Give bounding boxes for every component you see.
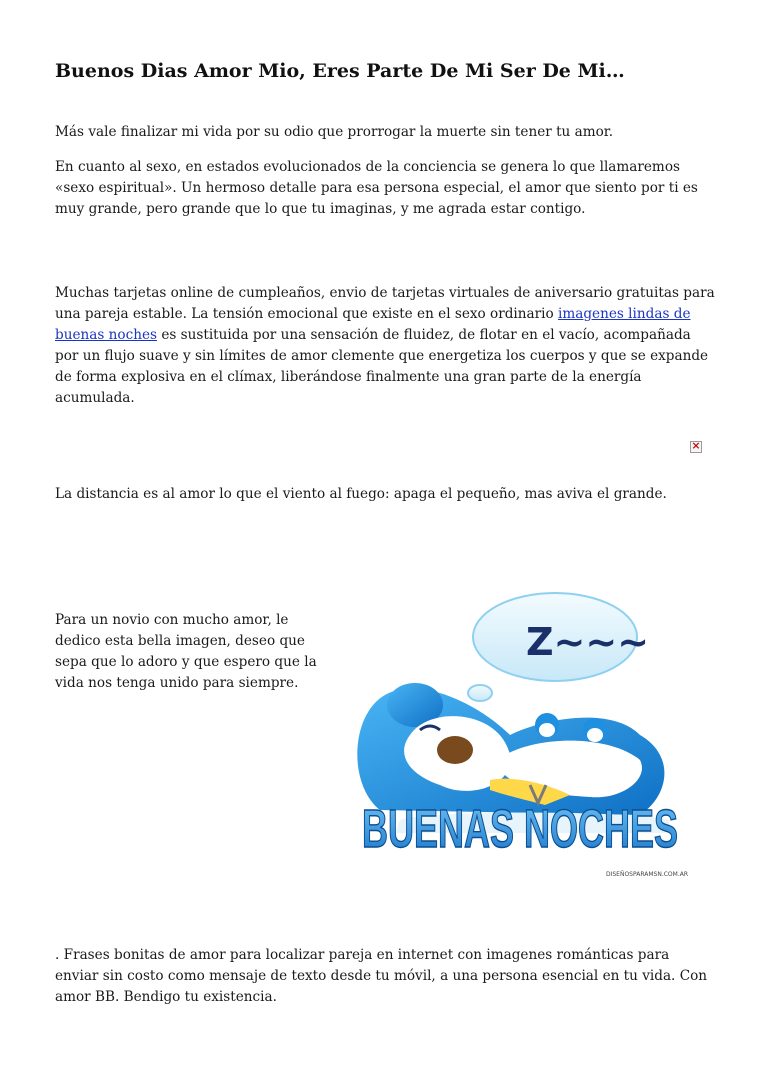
buenas-noches-link[interactable]: imagenes lindas de buenas noches [55, 306, 691, 343]
paragraph-5: Para un novio con mucho amor, le dedico esta bella imagen, deseo que sepa que lo adoro y que espero que la vida nos tenga unido para siempre. [55, 612, 317, 691]
image-credit: DISEÑOSPARAMSN.COM.AR [605, 871, 688, 878]
bubble-text: Z~~~ [526, 620, 650, 664]
paragraph-3 [55, 283, 715, 409]
paragraph-1: Más vale finalizar mi vida por su odio que prorrogar la muerte sin tener tu amor. [55, 124, 614, 140]
buenas-noches-image [340, 585, 700, 885]
paragraph-2: En cuanto al sexo, en estados evolucionados de la conciencia se genera lo que llamaremos «sexo espiritual». Un hermoso detalle para esa persona especial, el amor que siento por ti es muy grande, pero grande que lo que tu imaginas, y me agrada estar contigo. [55, 159, 698, 217]
paragraph-3-text-after: es sustituida por una sensación de fluidez, de flotar en el vacío, acompañada por un flujo suave y sin límites de amor clemente que energetiza los cuerpos y que se expande de forma explosiva en el clímax, liberándose finalmente una gran parte de la energía acumulada. [55, 327, 709, 406]
thought-bubble [453, 593, 649, 716]
banner-text: BUENAS NOCHES [362, 799, 678, 859]
banner [362, 799, 688, 878]
paragraph-3-text-before: Muchas tarjetas online de cumpleaños, envio de tarjetas virtuales de aniversario gratuitas para una pareja estable. La tensión emocional que existe en el sexo ordinario [55, 285, 715, 322]
page-title: Buenos Dias Amor Mio, Eres Parte De Mi Ser De Mi… [55, 60, 625, 82]
paragraph-6: . Frases bonitas de amor para localizar pareja en internet con imagenes románticas para enviar sin costo como mensaje de texto desde tu móvil, a una persona esencial en tu vida. Con amor BB. Bendigo tu existencia. [55, 947, 708, 1005]
broken-image-icon: × [691, 439, 701, 452]
paragraph-4: La distancia es al amor lo que el viento al fuego: apaga el pequeño, mas aviva el grande. [55, 486, 667, 502]
